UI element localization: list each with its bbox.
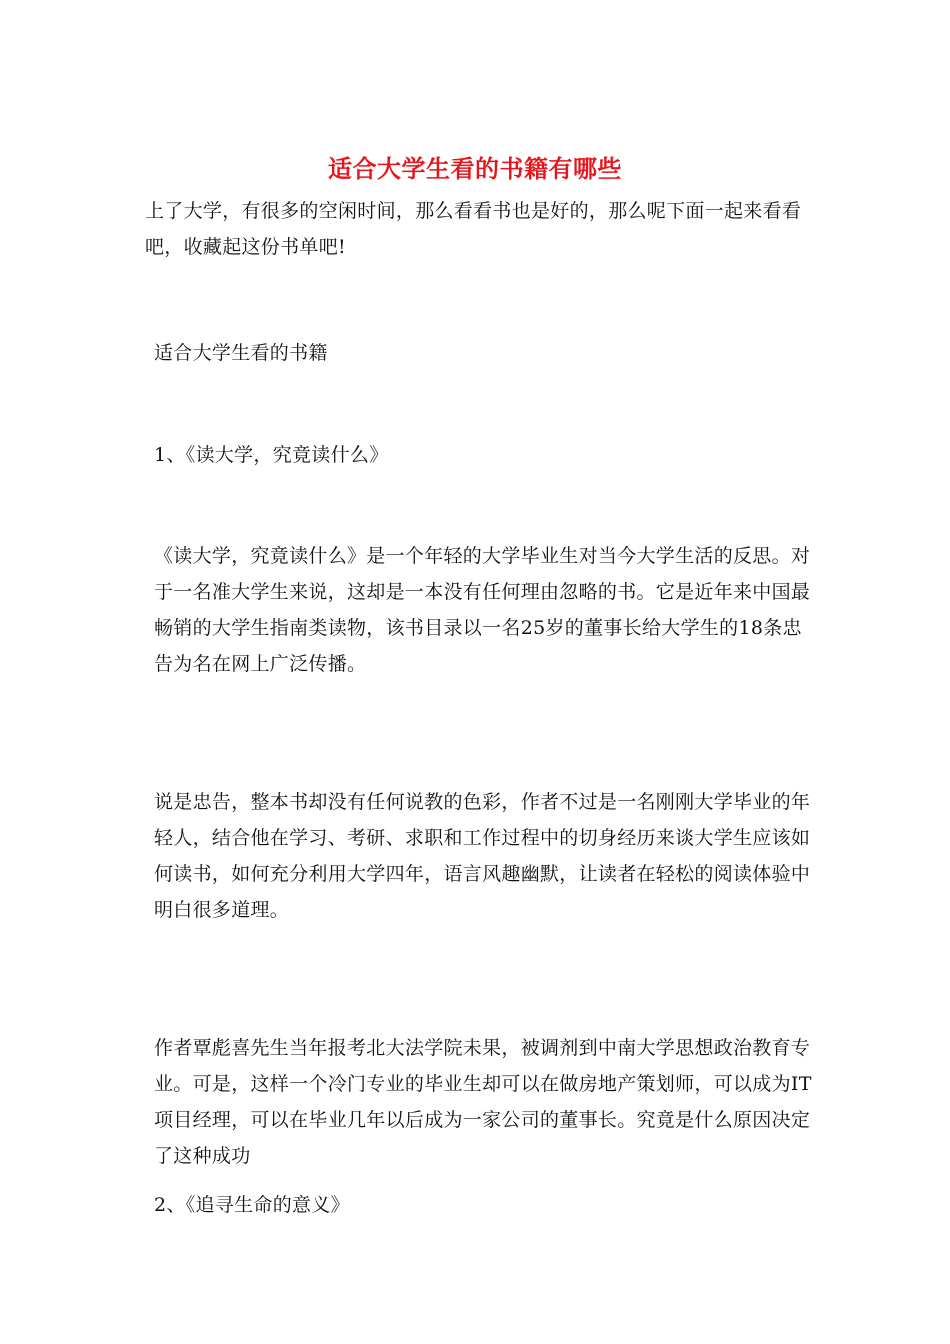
section-heading: 适合大学生看的书籍: [154, 342, 328, 364]
book1-heading: 1、《读大学，究竟读什么》: [154, 444, 389, 466]
book1-paragraph-2: 说是忠告，整本书却没有任何说教的色彩，作者不过是一名刚刚大学毕业的年轻人，结合他在学习、考研、求职和工作过程中的切身经历来谈大学生应该如何读书，如何充分利用大学四年，语言风趣幽默，让读者在轻松的阅读体验中明白很多道理。: [154, 791, 811, 921]
document-title: 适合大学生看的书籍有哪些: [328, 154, 622, 183]
book1-paragraph-1: 《读大学，究竟读什么》是一个年轻的大学毕业生对当今大学生活的反思。对于一名准大学生来说，这却是一本没有任何理由忽略的书。它是近年来中国最畅销的大学生指南类读物，该书目录以一名25岁的董事长给大学生的18条忠告为名在网上广泛传播。: [154, 545, 811, 675]
intro-paragraph: 上了大学，有很多的空闲时间，那么看看书也是好的，那么呢下面一起来看看吧，收藏起这份书单吧!: [145, 200, 802, 258]
book1-paragraph-3: 作者覃彪喜先生当年报考北大法学院未果，被调剂到中南大学思想政治教育专业。可是，这样一个冷门专业的毕业生却可以在做房地产策划师，可以成为IT项目经理，可以在毕业几年以后成为一家公司的董事长。究竟是什么原因决定了这种成功: [154, 1037, 812, 1167]
book2-heading: 2、《追寻生命的意义》: [154, 1194, 350, 1216]
